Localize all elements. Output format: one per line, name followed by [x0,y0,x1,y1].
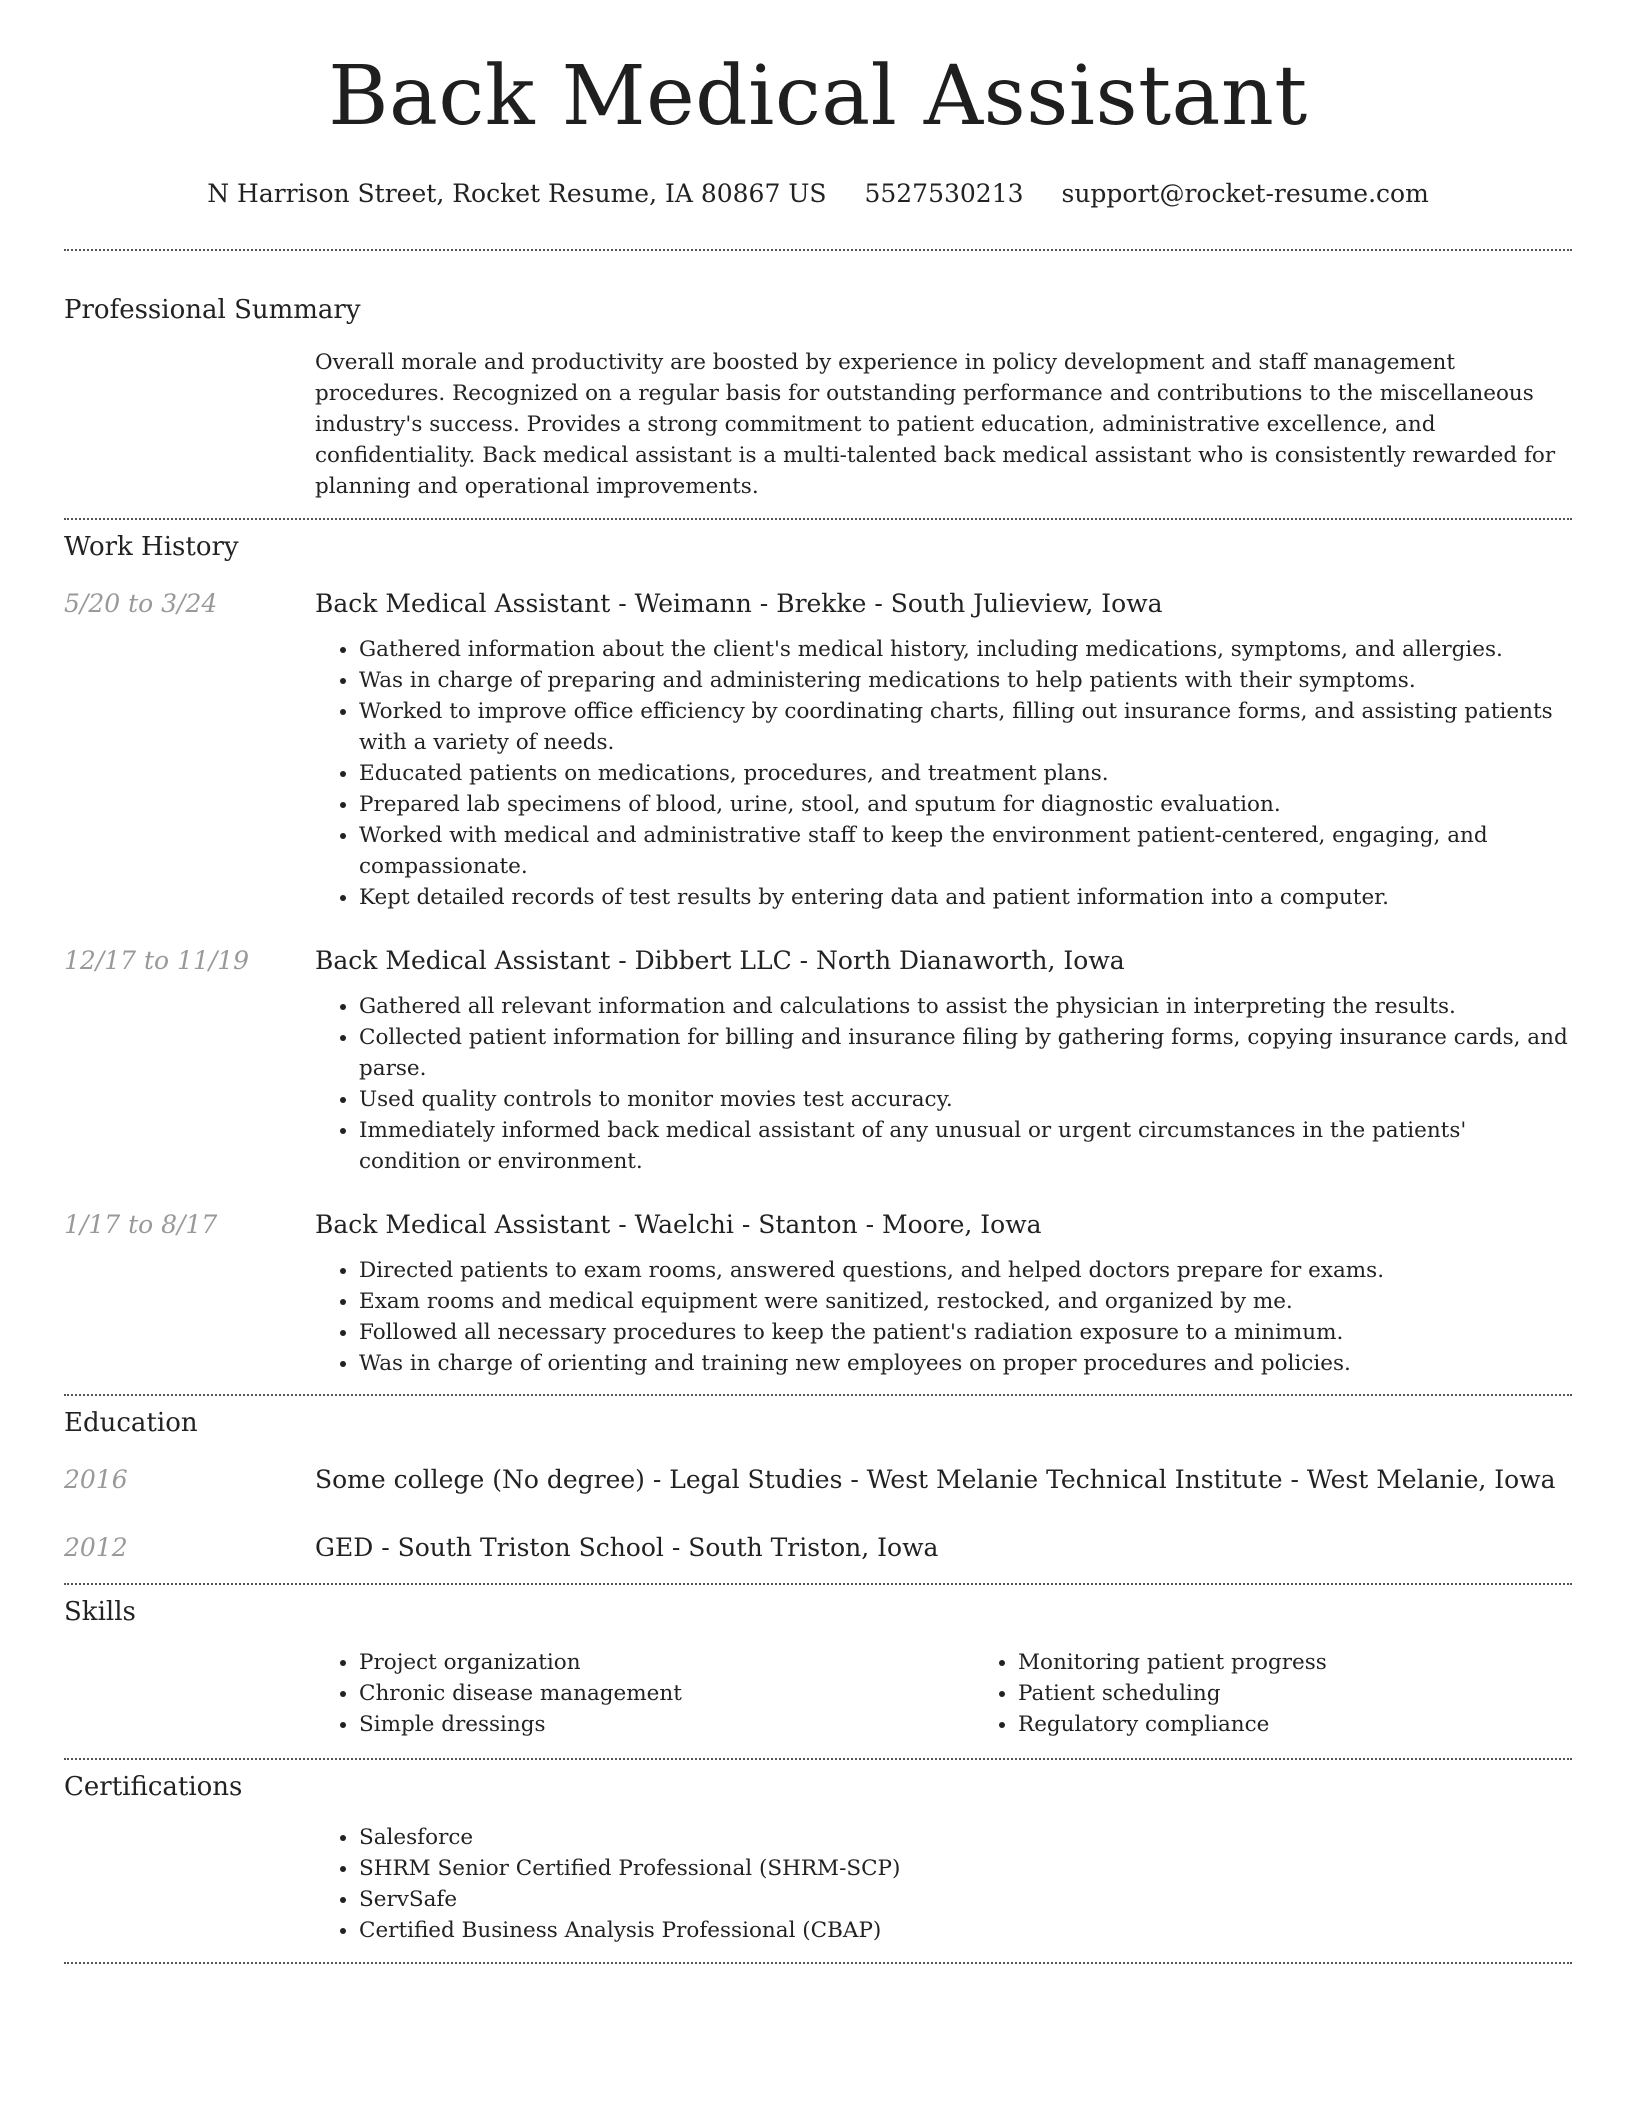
list-item: • Prepared lab specimens of blood, urine, stool, and sputum for diagnostic evaluation. [359,789,1572,820]
job-entry [64,1208,1572,1379]
list-item: • Simple dressings [359,1709,974,1740]
list-item: • Was in charge of preparing and administering medications to help patients with their symptoms. [359,665,1572,696]
skills-list-left [315,1647,974,1740]
education-section [64,1405,1572,1565]
job-dates: 1/17 to 8/17 [64,1210,218,1239]
candidate-name: Back Medical Assistant [328,49,1308,144]
summary-text: Overall morale and productivity are boosted by experience in policy development and staff management procedures. Recognized on a regular basis for outstanding performance and contributions to the miscellaneous industry's success. Provides a strong commitment to patient education, administrative excellence, and confidentiality. Back medical assistant is a multi-talented back medical assistant who is consistently rewarded for planning and operational improvements. [315,350,1556,499]
list-item: • Monitoring patient progress [1018,1647,1632,1678]
contact-line [64,176,1572,212]
education-year: 2016 [64,1465,128,1494]
list-item: • SHRM Senior Certified Professional (SHRM-SCP) [359,1853,1572,1884]
certifications-section [64,1769,1572,1946]
list-item: • Salesforce [359,1822,1572,1853]
divider [64,1962,1572,1964]
list-item: • Followed all necessary procedures to keep the patient's radiation exposure to a minimum. [359,1317,1572,1348]
list-item: • Kept detailed records of test results by entering data and patient information into a computer. [359,882,1572,913]
job-title: Back Medical Assistant - Dibbert LLC - North Dianaworth, Iowa [315,946,1125,975]
skills-heading: Skills [64,1597,136,1627]
certifications-list [315,1822,1572,1946]
education-text: GED - South Triston School - South Triston, Iowa [315,1533,939,1562]
job-dates: 12/17 to 11/19 [64,946,250,975]
list-item: • Used quality controls to monitor movies test accuracy. [359,1084,1572,1115]
divider [64,1583,1572,1585]
job-title: Back Medical Assistant - Waelchi - Stanton - Moore, Iowa [315,1210,1042,1239]
skills-section [64,1594,1572,1740]
divider [64,518,1572,520]
work-history-section [64,529,1572,1379]
education-text: Some college (No degree) - Legal Studies - West Melanie Technical Institute - West Melanie, Iowa [315,1465,1556,1494]
list-item: • Certified Business Analysis Professional (CBAP) [359,1915,1572,1946]
skills-list-right [974,1647,1632,1740]
job-dates: 5/20 to 3/24 [64,589,218,618]
list-item: • Exam rooms and medical equipment were sanitized, restocked, and organized by me. [359,1286,1572,1317]
divider [64,249,1572,251]
list-item: • Regulatory compliance [1018,1709,1632,1740]
list-item: • Educated patients on medications, procedures, and treatment plans. [359,758,1572,789]
job-entry [64,587,1572,913]
list-item: • Patient scheduling [1018,1678,1632,1709]
list-item: • Worked with medical and administrative staff to keep the environment patient-centered, engaging, and compassionate. [359,820,1572,882]
list-item: • Project organization [359,1647,974,1678]
list-item: • Worked to improve office efficiency by coordinating charts, filling out insurance forms, and assisting patients with a variety of needs. [359,696,1572,758]
work-history-heading: Work History [64,532,239,562]
list-item: • Collected patient information for billing and insurance filing by gathering forms, copying insurance cards, and parse. [359,1022,1572,1084]
contact-phone: 5527530213 [864,179,1024,208]
divider [64,1758,1572,1760]
education-entry [64,1531,1572,1565]
divider [64,1394,1572,1396]
list-item: • ServSafe [359,1884,1572,1915]
contact-address: N Harrison Street, Rocket Resume, IA 80867 US [207,179,827,208]
education-entry [64,1463,1572,1497]
list-item: • Immediately informed back medical assistant of any unusual or urgent circumstances in the patients' condition or environment. [359,1115,1572,1177]
resume-page [64,0,1572,1964]
list-item: • Gathered all relevant information and calculations to assist the physician in interpreting the results. [359,991,1572,1022]
summary-heading: Professional Summary [64,295,361,325]
job-bullets [315,991,1572,1177]
education-heading: Education [64,1408,198,1438]
contact-email: support@rocket-resume.com [1061,179,1429,208]
job-entry [64,944,1572,1177]
list-item: • Chronic disease management [359,1678,974,1709]
list-item: • Was in charge of orienting and training new employees on proper procedures and policies. [359,1348,1572,1379]
list-item: • Gathered information about the client's medical history, including medications, symptoms, and allergies. [359,634,1572,665]
education-year: 2012 [64,1533,128,1562]
certifications-heading: Certifications [64,1772,243,1802]
list-item: • Directed patients to exam rooms, answered questions, and helped doctors prepare for exams. [359,1255,1572,1286]
job-bullets [315,1255,1572,1379]
summary-section [64,292,1572,502]
job-bullets [315,634,1572,913]
job-title: Back Medical Assistant - Weimann - Brekke - South Julieview, Iowa [315,589,1163,618]
